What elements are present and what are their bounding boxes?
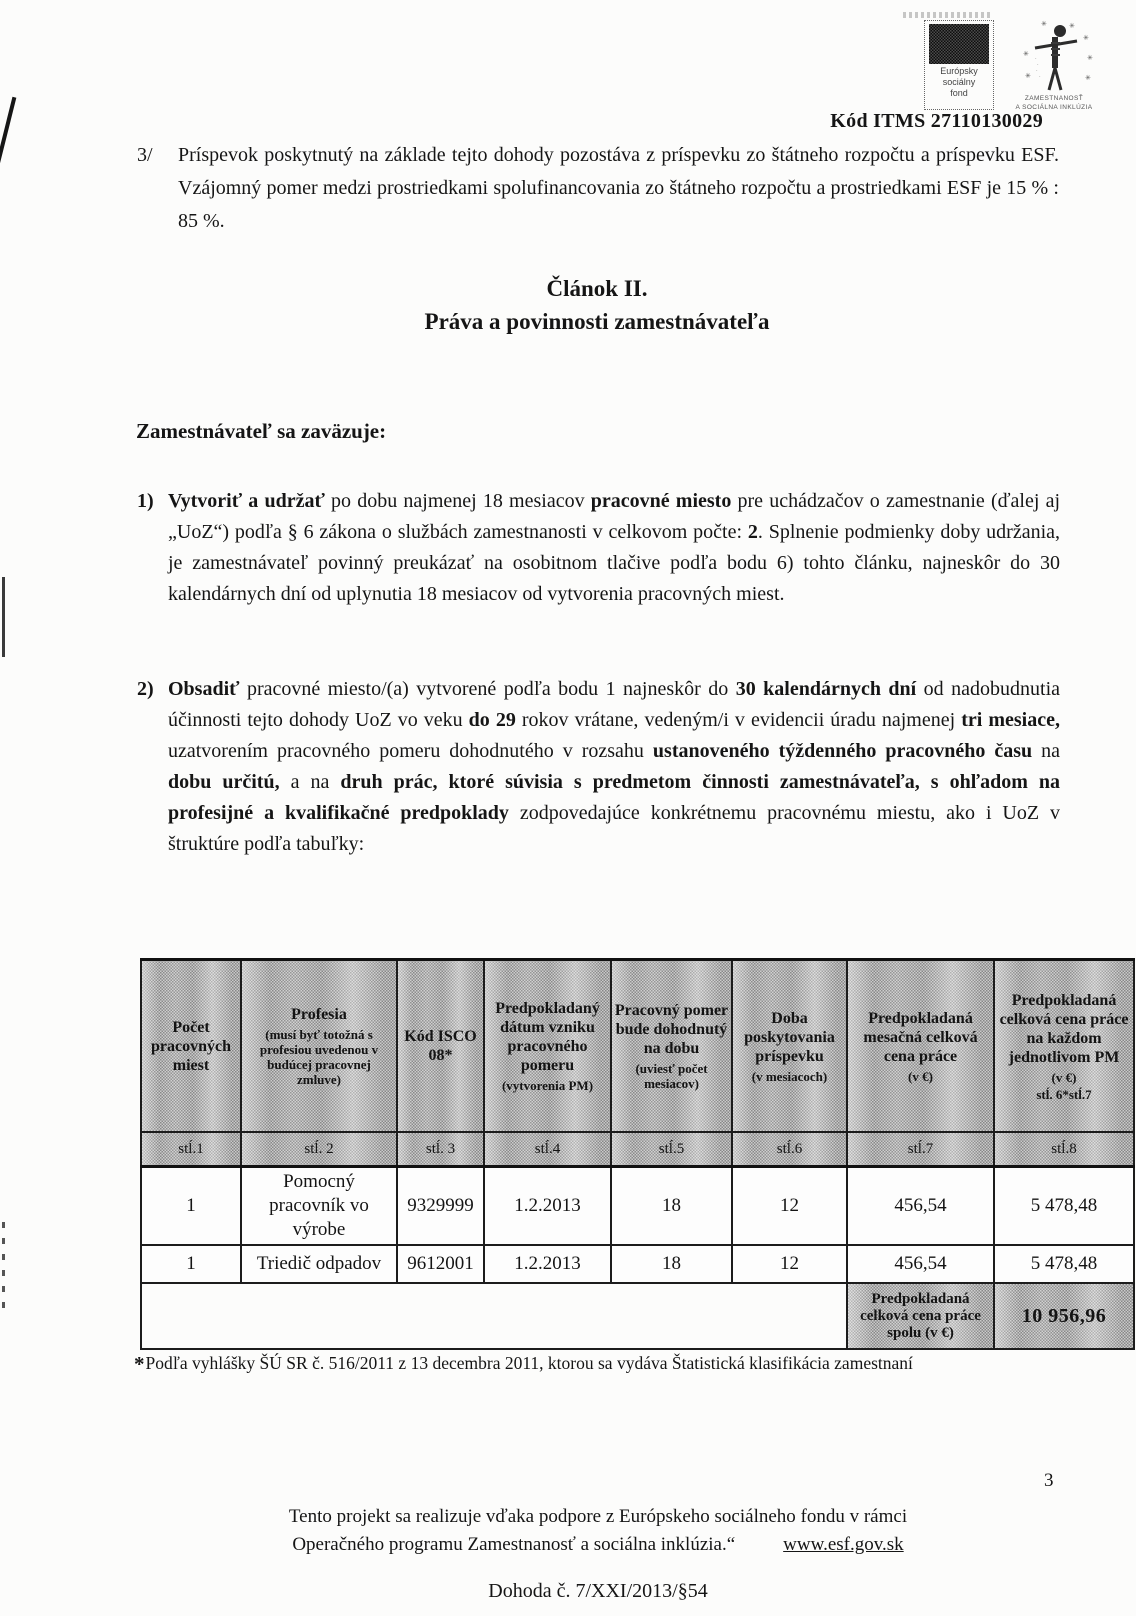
column-id-8: stĺ.8 (994, 1132, 1134, 1167)
cell-profesia: Pomocný pracovník vo výrobe (241, 1167, 397, 1246)
itms-code: Kód ITMS 27110130029 (830, 110, 1043, 132)
cell-isco: 9329999 (397, 1167, 484, 1246)
op-zasi-logo (1002, 20, 1106, 118)
esf-logo-caption-3: fond (950, 88, 968, 98)
cell-doba: 12 (732, 1167, 847, 1246)
svg-text:·: · (1036, 68, 1038, 74)
document-reference: Dohoda č. 7/XXI/2013/§54 (488, 1580, 708, 1602)
article-title: Článok II. (546, 276, 648, 301)
header-celkova-cena: Predpokladaná celková cena práce na každom jednotlivom PM (v €) stĺ. 6*stĺ.7 (994, 960, 1134, 1133)
obligation-item-1 (137, 486, 1060, 610)
total-label: Predpokladaná celková cena práce spolu (v €) (847, 1283, 994, 1349)
esf-logo (924, 20, 994, 110)
obligation-item-2 (137, 674, 1060, 860)
scan-artifact-line (2, 577, 5, 657)
svg-text:✳: ✳ (1041, 21, 1047, 28)
item-number: 2) (137, 678, 154, 700)
clause-3 (137, 139, 1059, 238)
header-pocet-miest: Počet pracovných miest (141, 960, 241, 1133)
cell-mesacna: 456,54 (847, 1245, 994, 1283)
clause-number: 3/ (137, 144, 153, 166)
scan-artifact-dots (2, 1222, 5, 1318)
cell-celkova: 5 478,48 (994, 1167, 1134, 1246)
article-subtitle: Práva a povinnosti zamestnávateľa (424, 309, 770, 334)
cell-celkova: 5 478,48 (994, 1245, 1134, 1283)
header-profesia: Profesia (musí byť totožná s profesiou uvedenou v budúcej pracovnej zmluve) (241, 960, 397, 1133)
total-value: 10 956,96 (994, 1283, 1134, 1349)
cell-datum: 1.2.2013 (484, 1245, 611, 1283)
esf-logo-caption-1: Európsky (940, 66, 978, 76)
pledge-intro: Zamestnávateľ sa zaväzuje: (136, 419, 387, 443)
footnote-text: Podľa vyhlášky ŠÚ SR č. 516/2011 z 13 decembra 2011, ktorou sa vydáva Štatistická klasifikácia zamestnaní (145, 1353, 913, 1373)
header-pracovny-pomer: Pracovný pomer bude dohodnutý na dobu (uviesť počet mesiacov) (611, 960, 732, 1133)
op-logo-caption-2: A SOCIÁLNA INKLÚZIA (1015, 104, 1093, 111)
cell-pocet: 1 (141, 1245, 241, 1283)
header-datum-vzniku: Predpokladaný dátum vzniku pracovného pomeru (vytvorenia PM) (484, 960, 611, 1133)
item-text: Obsadiť pracovné miesto/(a) vytvorené podľa bodu 1 najneskôr do 30 kalendárnych dní od nadobudnutia účinnosti tejto dohody UoZ vo veku do 29 rokov vrátane, vedeným/i v evidencii úradu najmenej tri mesiace, uzatvorením pracovného pomeru dohodnutého v rozsahu ustanoveného týždenného pracovného času na dobu určitú, a na druh prác, ktoré súvisia s predmetom činnosti zamestnávateľa, s ohľadom na profesijné a kvalifikačné predpoklady zodpovedajúce konkrétnemu pracovnému miestu, ako i UoZ v štruktúre podľa tabuľky: (168, 678, 1061, 855)
person-icon (1011, 20, 1097, 94)
footer-line-2 (137, 1534, 1059, 1556)
header-doba-prispevku: Doba poskytovania príspevku (v mesiacoch) (732, 960, 847, 1133)
op-logo-caption-1: ZAMESTNANOSŤ (1024, 95, 1084, 102)
item-text: Vytvoriť a udržať po dobu najmenej 18 mesiacov pracovné miesto pre uchádzačov o zamestnanie (ďalej aj „UoZ“) podľa § 6 zákona o službách zamestnanosti v celkovom počte: 2. Splnenie podmienky doby udržania, je zamestnávateľ povinný preukázať na osobitnom tlačive podľa bodu 6) tohto článku, najneskôr do 30 kalendárnych dní od uplynutia 18 mesiacov od vytvorenia pracovných miest. (168, 490, 1061, 605)
scan-artifact-smudge (903, 12, 991, 18)
column-id-6: stĺ.6 (732, 1132, 847, 1167)
footnote-marker: * (134, 1352, 145, 1376)
svg-text:✳: ✳ (1069, 23, 1075, 30)
item-number: 1) (137, 490, 154, 512)
cell-doba: 12 (732, 1245, 847, 1283)
column-id-5: stĺ.5 (611, 1132, 732, 1167)
svg-text:·: · (1037, 62, 1039, 68)
cell-isco: 9612001 (397, 1245, 484, 1283)
table-row (141, 1167, 1134, 1246)
header-mesacna-cena: Predpokladaná mesačná celková cena práce (v €) (847, 960, 994, 1133)
cell-datum: 1.2.2013 (484, 1167, 611, 1246)
header-kod-isco: Kód ISCO 08* (397, 960, 484, 1133)
cell-profesia: Triedič odpadov (241, 1245, 397, 1283)
scan-artifact-diagonal (0, 97, 16, 181)
esf-flag-image (929, 24, 989, 64)
column-id-7: stĺ.7 (847, 1132, 994, 1167)
jobs-table-wrap (140, 958, 1133, 1350)
column-id-1: stĺ.1 (141, 1132, 241, 1167)
table-row (141, 1245, 1134, 1283)
cell-pomer: 18 (611, 1167, 732, 1246)
total-row-spacer (141, 1283, 847, 1349)
cell-pomer: 18 (611, 1245, 732, 1283)
cell-pocet: 1 (141, 1167, 241, 1246)
svg-text:·: · (1039, 74, 1041, 80)
clause-text: Príspevok poskytnutý na základe tejto dohody pozostáva z príspevku zo štátneho rozpočtu a príspevku ESF. Vzájomný pomer medzi prostriedkami spolufinancovania zo štátneho rozpočtu a prostriedkami ESF je 15 % : 85 %. (178, 144, 1059, 232)
esf-logo-caption-2: sociálny (942, 77, 976, 87)
cell-mesacna: 456,54 (847, 1167, 994, 1246)
svg-text:✳: ✳ (1083, 35, 1089, 42)
column-id-2: stĺ. 2 (241, 1132, 397, 1167)
column-id-row (141, 1132, 1134, 1167)
column-id-3: stĺ. 3 (397, 1132, 484, 1167)
esf-website-link[interactable]: www.esf.gov.sk (783, 1534, 904, 1555)
svg-text:·: · (1035, 56, 1037, 62)
svg-text:✳: ✳ (1087, 55, 1093, 62)
footer-line-1: Tento projekt sa realizuje vďaka podpore z Európskeho sociálneho fondu v rámci (288, 1506, 908, 1527)
jobs-table (140, 958, 1135, 1350)
column-id-4: stĺ.4 (484, 1132, 611, 1167)
footer-line-2-text: Operačného programu Zamestnanosť a sociálna inklúzia.“ (292, 1534, 736, 1555)
table-header-row (141, 960, 1134, 1133)
footnote (134, 1352, 913, 1377)
article-heading (107, 272, 1087, 338)
page-number: 3 (1044, 1470, 1054, 1491)
svg-text:✳: ✳ (1085, 75, 1091, 82)
svg-text:✳: ✳ (1023, 51, 1029, 58)
svg-text:✳: ✳ (1025, 73, 1031, 80)
table-total-row (141, 1283, 1134, 1349)
